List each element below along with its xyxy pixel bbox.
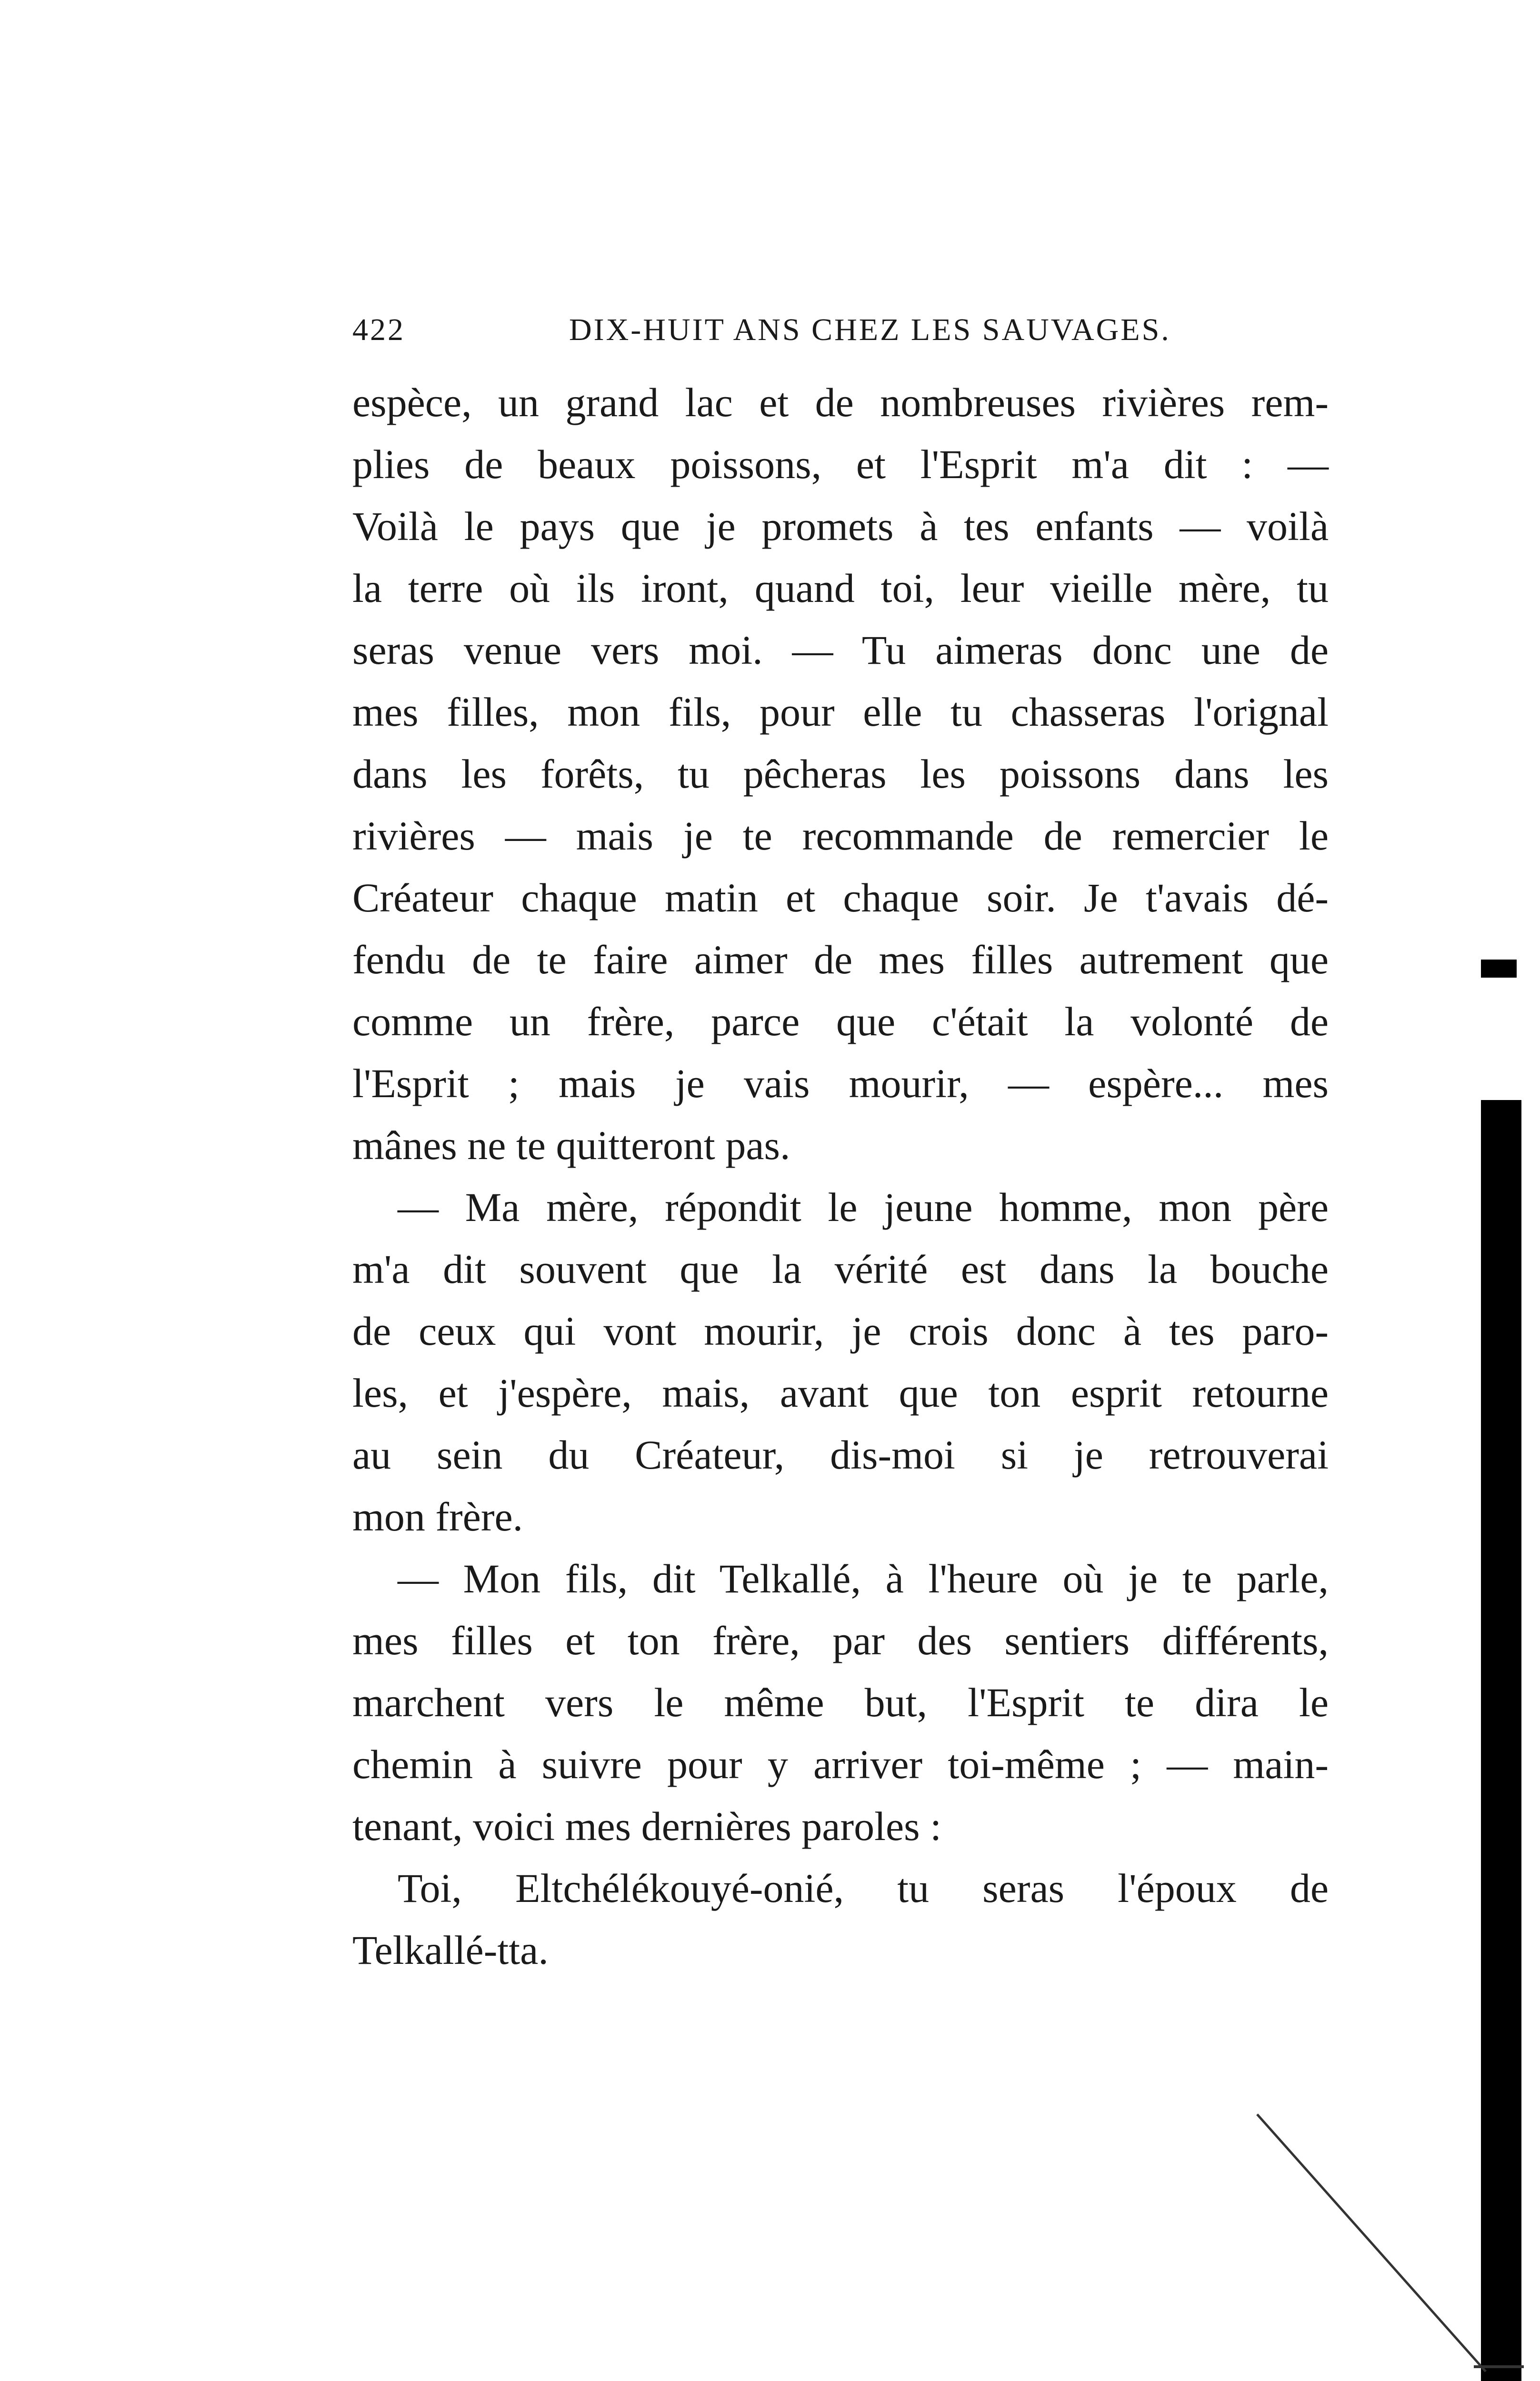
text-line: fendu de te faire aimer de mes filles autrement que	[352, 937, 1329, 982]
text-line: au sein du Créateur, dis-moi si je retrouverai	[352, 1432, 1329, 1478]
text-line: Toi, Eltchélékouyé-onié, tu seras l'époux de	[398, 1865, 1329, 1911]
text-line: seras venue vers moi. — Tu aimeras donc une de	[352, 627, 1329, 673]
text-line: Telkallé-tta.	[352, 1927, 549, 1973]
text-line: mon frère.	[352, 1494, 523, 1540]
text-line: rivières — mais je te recommande de remercier le	[352, 813, 1329, 859]
text-line: m'a dit souvent que la vérité est dans la bouche	[352, 1246, 1329, 1292]
text-line: dans les forêts, tu pêcheras les poissons dans les	[352, 751, 1329, 797]
text-line: mes filles, mon fils, pour elle tu chasseras l'orignal	[352, 689, 1329, 735]
text-line: marchent vers le même but, l'Esprit te dira le	[352, 1680, 1329, 1725]
text-line: plies de beaux poissons, et l'Esprit m'a dit : —	[352, 441, 1329, 487]
text-line: espèce, un grand lac et de nombreuses rivières rem-	[352, 380, 1329, 425]
text-line: — Mon fils, dit Telkallé, à l'heure où je te parle,	[398, 1556, 1329, 1601]
text-line: tenant, voici mes dernières paroles :	[352, 1803, 942, 1849]
text-line: chemin à suivre pour y arriver toi-même ; — main-	[352, 1741, 1329, 1787]
text-line: mes filles et ton frère, par des sentiers différents,	[352, 1618, 1329, 1663]
text-line: les, et j'espère, mais, avant que ton esprit retourne	[352, 1370, 1329, 1416]
running-title: DIX-HUIT ANS CHEZ LES SAUVAGES.	[569, 312, 1171, 347]
text-line: Voilà le pays que je promets à tes enfants — voilà	[352, 503, 1329, 549]
diagonal-stroke	[1257, 2114, 1486, 2371]
text-line: de ceux qui vont mourir, je crois donc à tes paro-	[352, 1308, 1329, 1354]
text-line: la terre où ils iront, quand toi, leur vieille mère, tu	[352, 565, 1329, 611]
text-line: l'Esprit ; mais je vais mourir, — espère... mes	[352, 1060, 1329, 1106]
text-line: — Ma mère, répondit le jeune homme, mon père	[398, 1184, 1329, 1230]
text-line: comme un frère, parce que c'était la volonté de	[352, 999, 1329, 1044]
page-number: 422	[352, 312, 405, 347]
text-line: Créateur chaque matin et chaque soir. Je t'avais dé-	[352, 875, 1329, 920]
text-line: mânes ne te quitteront pas.	[352, 1122, 790, 1168]
